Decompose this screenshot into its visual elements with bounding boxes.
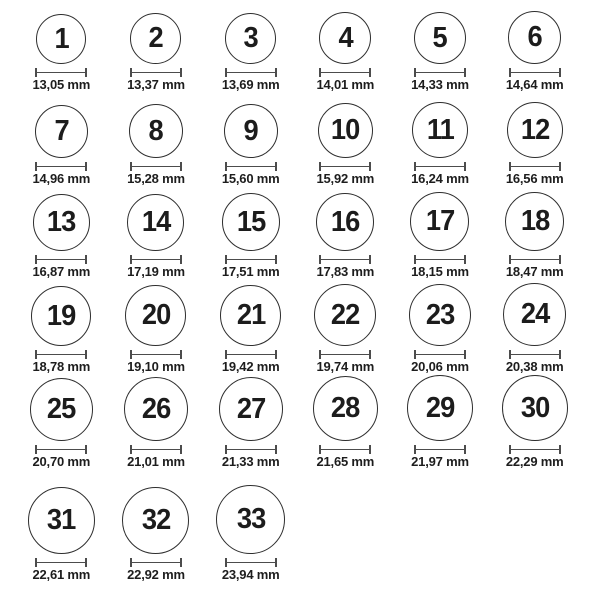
diameter-measure-line xyxy=(509,445,561,454)
ring-size-item xyxy=(203,97,298,190)
ring-size-item xyxy=(487,190,582,283)
diameter-label: 16,87 mm xyxy=(32,264,91,279)
measure-line-bar xyxy=(132,562,180,564)
ring-size-number: 9 xyxy=(243,114,258,147)
measure-line-bar xyxy=(321,259,369,261)
diameter-label: 15,92 mm xyxy=(316,171,375,186)
diameter-label: 18,47 mm xyxy=(505,264,564,279)
ring-size-number: 30 xyxy=(520,391,549,424)
diameter-label: 20,38 mm xyxy=(505,359,564,374)
diameter-measure-line xyxy=(509,255,561,264)
diameter-measure-line xyxy=(225,162,277,171)
measure-line-bar xyxy=(511,259,559,261)
diameter-label: 22,61 mm xyxy=(32,567,91,582)
diameter-measure-line xyxy=(130,350,182,359)
ring-size-number: 31 xyxy=(47,504,76,536)
ring-size-item xyxy=(109,97,204,190)
ring-size-item xyxy=(203,190,298,283)
ring-size-item xyxy=(487,283,582,378)
diameter-label: 19,74 mm xyxy=(316,359,375,374)
measure-line-bar xyxy=(511,72,559,74)
ring-size-item xyxy=(298,378,393,473)
ring-size-item xyxy=(298,0,393,97)
measure-line-bar xyxy=(227,562,275,564)
measure-line-bar xyxy=(132,449,180,451)
diameter-label: 13,69 mm xyxy=(221,77,280,92)
ring-size-item xyxy=(14,190,109,283)
ring-size-item xyxy=(109,283,204,378)
diameter-measure-line xyxy=(225,558,277,567)
diameter-label: 19,10 mm xyxy=(127,359,185,374)
diameter-label: 20,70 mm xyxy=(32,454,91,469)
ring-size-number: 16 xyxy=(331,205,360,238)
ring-size-number: 24 xyxy=(520,298,549,330)
ring-circle xyxy=(319,12,371,64)
ring-size-item xyxy=(109,378,204,473)
ring-size-item xyxy=(393,283,488,378)
ring-circle xyxy=(225,13,276,64)
diameter-label: 13,05 mm xyxy=(32,77,91,92)
diameter-measure-line xyxy=(319,350,371,359)
diameter-measure-line xyxy=(35,558,87,567)
ring-circle xyxy=(219,377,283,441)
diameter-measure-line xyxy=(35,445,87,454)
diameter-label: 14,64 mm xyxy=(505,77,564,92)
diameter-label: 16,24 mm xyxy=(411,171,469,186)
diameter-measure-line xyxy=(35,350,87,359)
diameter-label: 15,60 mm xyxy=(221,171,280,186)
diameter-measure-line xyxy=(509,350,561,359)
measure-line-bar xyxy=(321,72,369,74)
diameter-label: 14,01 mm xyxy=(316,77,375,92)
diameter-label: 16,56 mm xyxy=(505,171,564,186)
ring-size-number: 6 xyxy=(527,21,542,53)
diameter-measure-line xyxy=(319,68,371,77)
measure-line-bar xyxy=(227,72,275,74)
ring-size-number: 25 xyxy=(47,393,76,425)
ring-size-item xyxy=(298,190,393,283)
ring-circle xyxy=(414,12,466,64)
ring-circle xyxy=(409,284,471,346)
ring-circle xyxy=(33,194,90,251)
ring-size-number: 23 xyxy=(425,298,455,331)
diameter-measure-line xyxy=(414,255,466,264)
measure-line-bar xyxy=(321,449,369,451)
measure-line-bar xyxy=(132,166,180,168)
ring-circle xyxy=(412,102,468,158)
ring-size-number: 2 xyxy=(148,22,164,54)
diameter-measure-line xyxy=(130,68,182,77)
diameter-label: 18,15 mm xyxy=(411,264,469,279)
ring-circle xyxy=(502,375,568,441)
measure-line-bar xyxy=(416,449,464,451)
ring-circle xyxy=(503,283,566,346)
ring-size-item xyxy=(487,97,582,190)
ring-size-number: 28 xyxy=(331,392,360,424)
diameter-measure-line xyxy=(225,68,277,77)
ring-size-item xyxy=(203,283,298,378)
diameter-label: 19,42 mm xyxy=(221,359,280,374)
ring-size-number: 13 xyxy=(47,206,76,238)
ring-size-number: 27 xyxy=(236,392,265,425)
ring-size-number: 3 xyxy=(243,22,258,54)
ring-size-number: 1 xyxy=(54,22,69,55)
measure-line-bar xyxy=(511,354,559,356)
measure-line-bar xyxy=(37,354,85,356)
ring-circle xyxy=(507,102,563,158)
ring-circle xyxy=(30,378,93,441)
ring-size-number: 22 xyxy=(331,298,360,331)
diameter-measure-line xyxy=(130,162,182,171)
ring-size-number: 32 xyxy=(141,504,171,536)
ring-circle xyxy=(314,284,376,346)
ring-size-item xyxy=(14,97,109,190)
ring-circle xyxy=(505,192,564,251)
ring-size-item xyxy=(14,473,109,600)
diameter-measure-line xyxy=(225,350,277,359)
ring-size-item xyxy=(203,473,298,600)
diameter-label: 15,28 mm xyxy=(127,171,185,186)
diameter-measure-line xyxy=(225,445,277,454)
ring-size-item xyxy=(487,378,582,473)
ring-size-number: 10 xyxy=(331,114,360,146)
diameter-label: 23,94 mm xyxy=(221,567,280,582)
diameter-measure-line xyxy=(130,558,182,567)
diameter-label: 21,01 mm xyxy=(127,454,185,469)
ring-circle xyxy=(407,375,473,441)
ring-size-item xyxy=(14,283,109,378)
diameter-measure-line xyxy=(509,68,561,77)
measure-line-bar xyxy=(227,166,275,168)
ring-size-item xyxy=(393,97,488,190)
diameter-measure-line xyxy=(414,162,466,171)
ring-size-item xyxy=(109,190,204,283)
ring-size-item xyxy=(393,190,488,283)
ring-size-item xyxy=(203,378,298,473)
ring-size-number: 20 xyxy=(141,299,171,331)
measure-line-bar xyxy=(416,166,464,168)
measure-line-bar xyxy=(132,354,180,356)
diameter-measure-line xyxy=(414,68,466,77)
ring-circle xyxy=(36,14,86,64)
diameter-measure-line xyxy=(35,162,87,171)
ring-size-item xyxy=(487,0,582,97)
ring-circle xyxy=(124,377,188,441)
measure-line-bar xyxy=(416,72,464,74)
measure-line-bar xyxy=(511,449,559,451)
ring-circle xyxy=(122,487,189,554)
ring-circle xyxy=(313,376,378,441)
measure-line-bar xyxy=(37,259,85,261)
diameter-measure-line xyxy=(319,255,371,264)
ring-size-number: 18 xyxy=(520,205,549,237)
ring-size-number: 8 xyxy=(148,114,164,147)
ring-circle xyxy=(316,193,374,251)
ring-circle xyxy=(28,487,95,554)
diameter-label: 20,06 mm xyxy=(411,359,469,374)
measure-line-bar xyxy=(416,259,464,261)
ring-size-item xyxy=(298,97,393,190)
measure-line-bar xyxy=(227,449,275,451)
ring-circle xyxy=(125,285,186,346)
ring-size-number: 11 xyxy=(426,113,454,146)
diameter-label: 14,96 mm xyxy=(32,171,91,186)
ring-size-number: 21 xyxy=(236,299,265,331)
diameter-measure-line xyxy=(130,255,182,264)
ring-size-item xyxy=(393,378,488,473)
measure-line-bar xyxy=(321,354,369,356)
ring-circle xyxy=(35,105,88,158)
diameter-measure-line xyxy=(35,255,87,264)
ring-size-number: 17 xyxy=(425,205,455,237)
ring-size-number: 26 xyxy=(141,392,171,425)
ring-circle xyxy=(130,13,181,64)
diameter-measure-line xyxy=(319,445,371,454)
ring-size-item xyxy=(109,473,204,600)
measure-line-bar xyxy=(511,166,559,168)
ring-size-item xyxy=(298,283,393,378)
diameter-label: 21,65 mm xyxy=(316,454,375,469)
ring-size-item xyxy=(109,0,204,97)
ring-size-item xyxy=(393,0,488,97)
measure-line-bar xyxy=(227,354,275,356)
measure-line-bar xyxy=(321,166,369,168)
diameter-label: 18,78 mm xyxy=(32,359,91,374)
ring-size-number: 12 xyxy=(520,113,549,146)
measure-line-bar xyxy=(37,449,85,451)
diameter-measure-line xyxy=(414,350,466,359)
measure-line-bar xyxy=(37,72,85,74)
diameter-measure-line xyxy=(319,162,371,171)
ring-size-number: 15 xyxy=(236,205,265,238)
measure-line-bar xyxy=(37,166,85,168)
ring-size-item xyxy=(203,0,298,97)
ring-circle xyxy=(216,485,285,554)
ring-circle xyxy=(222,193,280,251)
ring-circle xyxy=(318,103,373,158)
ring-circle xyxy=(508,11,561,64)
ring-circle xyxy=(127,194,184,251)
diameter-label: 17,83 mm xyxy=(316,264,375,279)
ring-size-item xyxy=(14,378,109,473)
diameter-measure-line xyxy=(130,445,182,454)
ring-circle xyxy=(129,104,183,158)
measure-line-bar xyxy=(132,259,180,261)
diameter-label: 22,29 mm xyxy=(505,454,564,469)
measure-line-bar xyxy=(227,259,275,261)
ring-circle xyxy=(410,192,469,251)
diameter-label: 13,37 mm xyxy=(127,77,185,92)
ring-circle xyxy=(31,286,91,346)
diameter-label: 21,33 mm xyxy=(221,454,280,469)
measure-line-bar xyxy=(132,72,180,74)
ring-size-number: 14 xyxy=(141,206,171,238)
ring-size-number: 29 xyxy=(425,391,455,424)
ring-size-number: 7 xyxy=(54,115,69,147)
diameter-measure-line xyxy=(509,162,561,171)
diameter-label: 17,51 mm xyxy=(221,264,280,279)
diameter-label: 17,19 mm xyxy=(127,264,185,279)
diameter-label: 21,97 mm xyxy=(411,454,469,469)
ring-size-item xyxy=(14,0,109,97)
ring-size-number: 5 xyxy=(432,21,448,54)
diameter-label: 22,92 mm xyxy=(127,567,185,582)
diameter-measure-line xyxy=(35,68,87,77)
ring-size-number: 19 xyxy=(47,299,76,332)
diameter-label: 14,33 mm xyxy=(411,77,469,92)
ring-size-number: 33 xyxy=(236,503,265,535)
diameter-measure-line xyxy=(414,445,466,454)
diameter-measure-line xyxy=(225,255,277,264)
measure-line-bar xyxy=(37,562,85,564)
ring-circle xyxy=(224,104,278,158)
ring-size-number: 4 xyxy=(338,21,353,54)
measure-line-bar xyxy=(416,354,464,356)
ring-circle xyxy=(220,285,281,346)
